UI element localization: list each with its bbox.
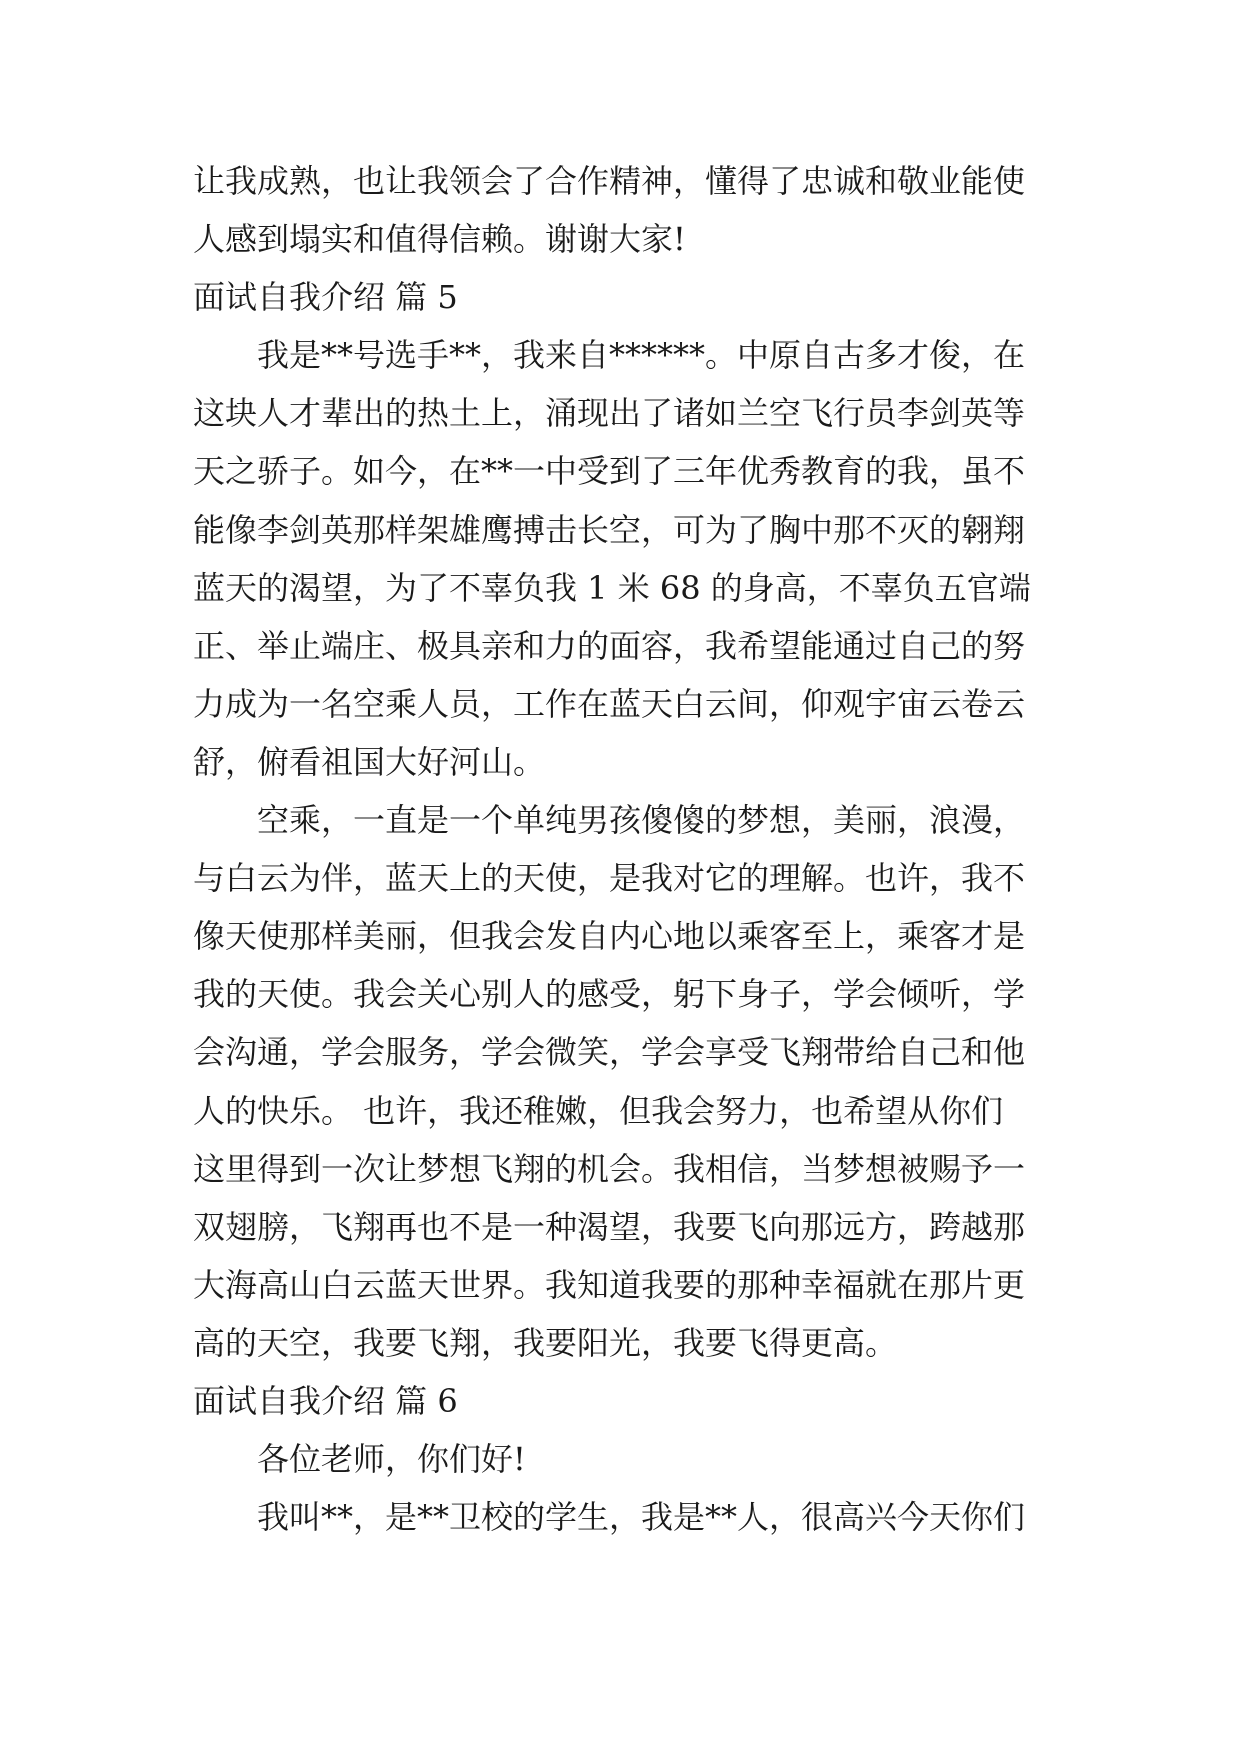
text-line: 像天使那样美丽，但我会发自内心地以乘客至上，乘客才是 — [193, 917, 1026, 956]
section-heading-5: 面试自我介绍 篇 5 — [193, 278, 458, 317]
text-line: 这块人才辈出的热土上，涌现出了诸如兰空飞行员李剑英等 — [193, 394, 1026, 433]
text-line: 人感到塌实和值得信赖。谢谢大家! — [193, 220, 686, 259]
section-heading-6: 面试自我介绍 篇 6 — [193, 1381, 458, 1420]
text-line: 舒，俯看祖国大好河山。 — [193, 742, 546, 781]
text-line: 双翅膀，飞翔再也不是一种渴望，我要飞向那远方，跨越那 — [193, 1207, 1026, 1246]
text-line: 与白云为伴，蓝天上的天使，是我对它的理解。也许，我不 — [193, 859, 1026, 898]
document-body — [193, 152, 1063, 1546]
text-line: 力成为一名空乘人员，工作在蓝天白云间，仰观宇宙云卷云 — [193, 684, 1026, 723]
text-line: 人的快乐。 也许，我还稚嫩，但我会努力，也希望从你们 — [193, 1091, 1004, 1130]
text-line: 蓝天的渴望，为了不辜负我 1 米 68 的身高，不辜负五官端 — [193, 568, 1031, 607]
paragraph-first-line: 我叫**，是**卫校的学生，我是**人，很高兴今天你们 — [257, 1498, 1026, 1537]
paragraph-first-line: 我是**号选手**，我来自******。中原自古多才俊，在 — [257, 336, 1026, 375]
text-line: 我的天使。我会关心别人的感受，躬下身子，学会倾听，学 — [193, 975, 1026, 1014]
text-line: 这里得到一次让梦想飞翔的机会。我相信，当梦想被赐予一 — [193, 1149, 1026, 1188]
text-line: 天之骄子。如今，在**一中受到了三年优秀教育的我，虽不 — [193, 452, 1026, 491]
text-line: 让我成熟，也让我领会了合作精神，懂得了忠诚和敬业能使 — [193, 162, 1026, 200]
text-line: 能像李剑英那样架雄鹰搏击长空，可为了胸中那不灭的翱翔 — [193, 510, 1026, 549]
text-line: 大海高山白云蓝天世界。我知道我要的那种幸福就在那片更 — [193, 1265, 1026, 1304]
text-line: 高的天空，我要飞翔，我要阳光，我要飞得更高。 — [193, 1323, 898, 1362]
greeting-line: 各位老师，你们好! — [257, 1440, 526, 1479]
text-line: 会沟通，学会服务，学会微笑，学会享受飞翔带给自己和他 — [193, 1033, 1026, 1072]
text-line: 正、举止端庄、极具亲和力的面容，我希望能通过自己的努 — [193, 626, 1026, 665]
paragraph-first-line: 空乘，一直是一个单纯男孩傻傻的梦想，美丽，浪漫， — [257, 801, 1026, 840]
